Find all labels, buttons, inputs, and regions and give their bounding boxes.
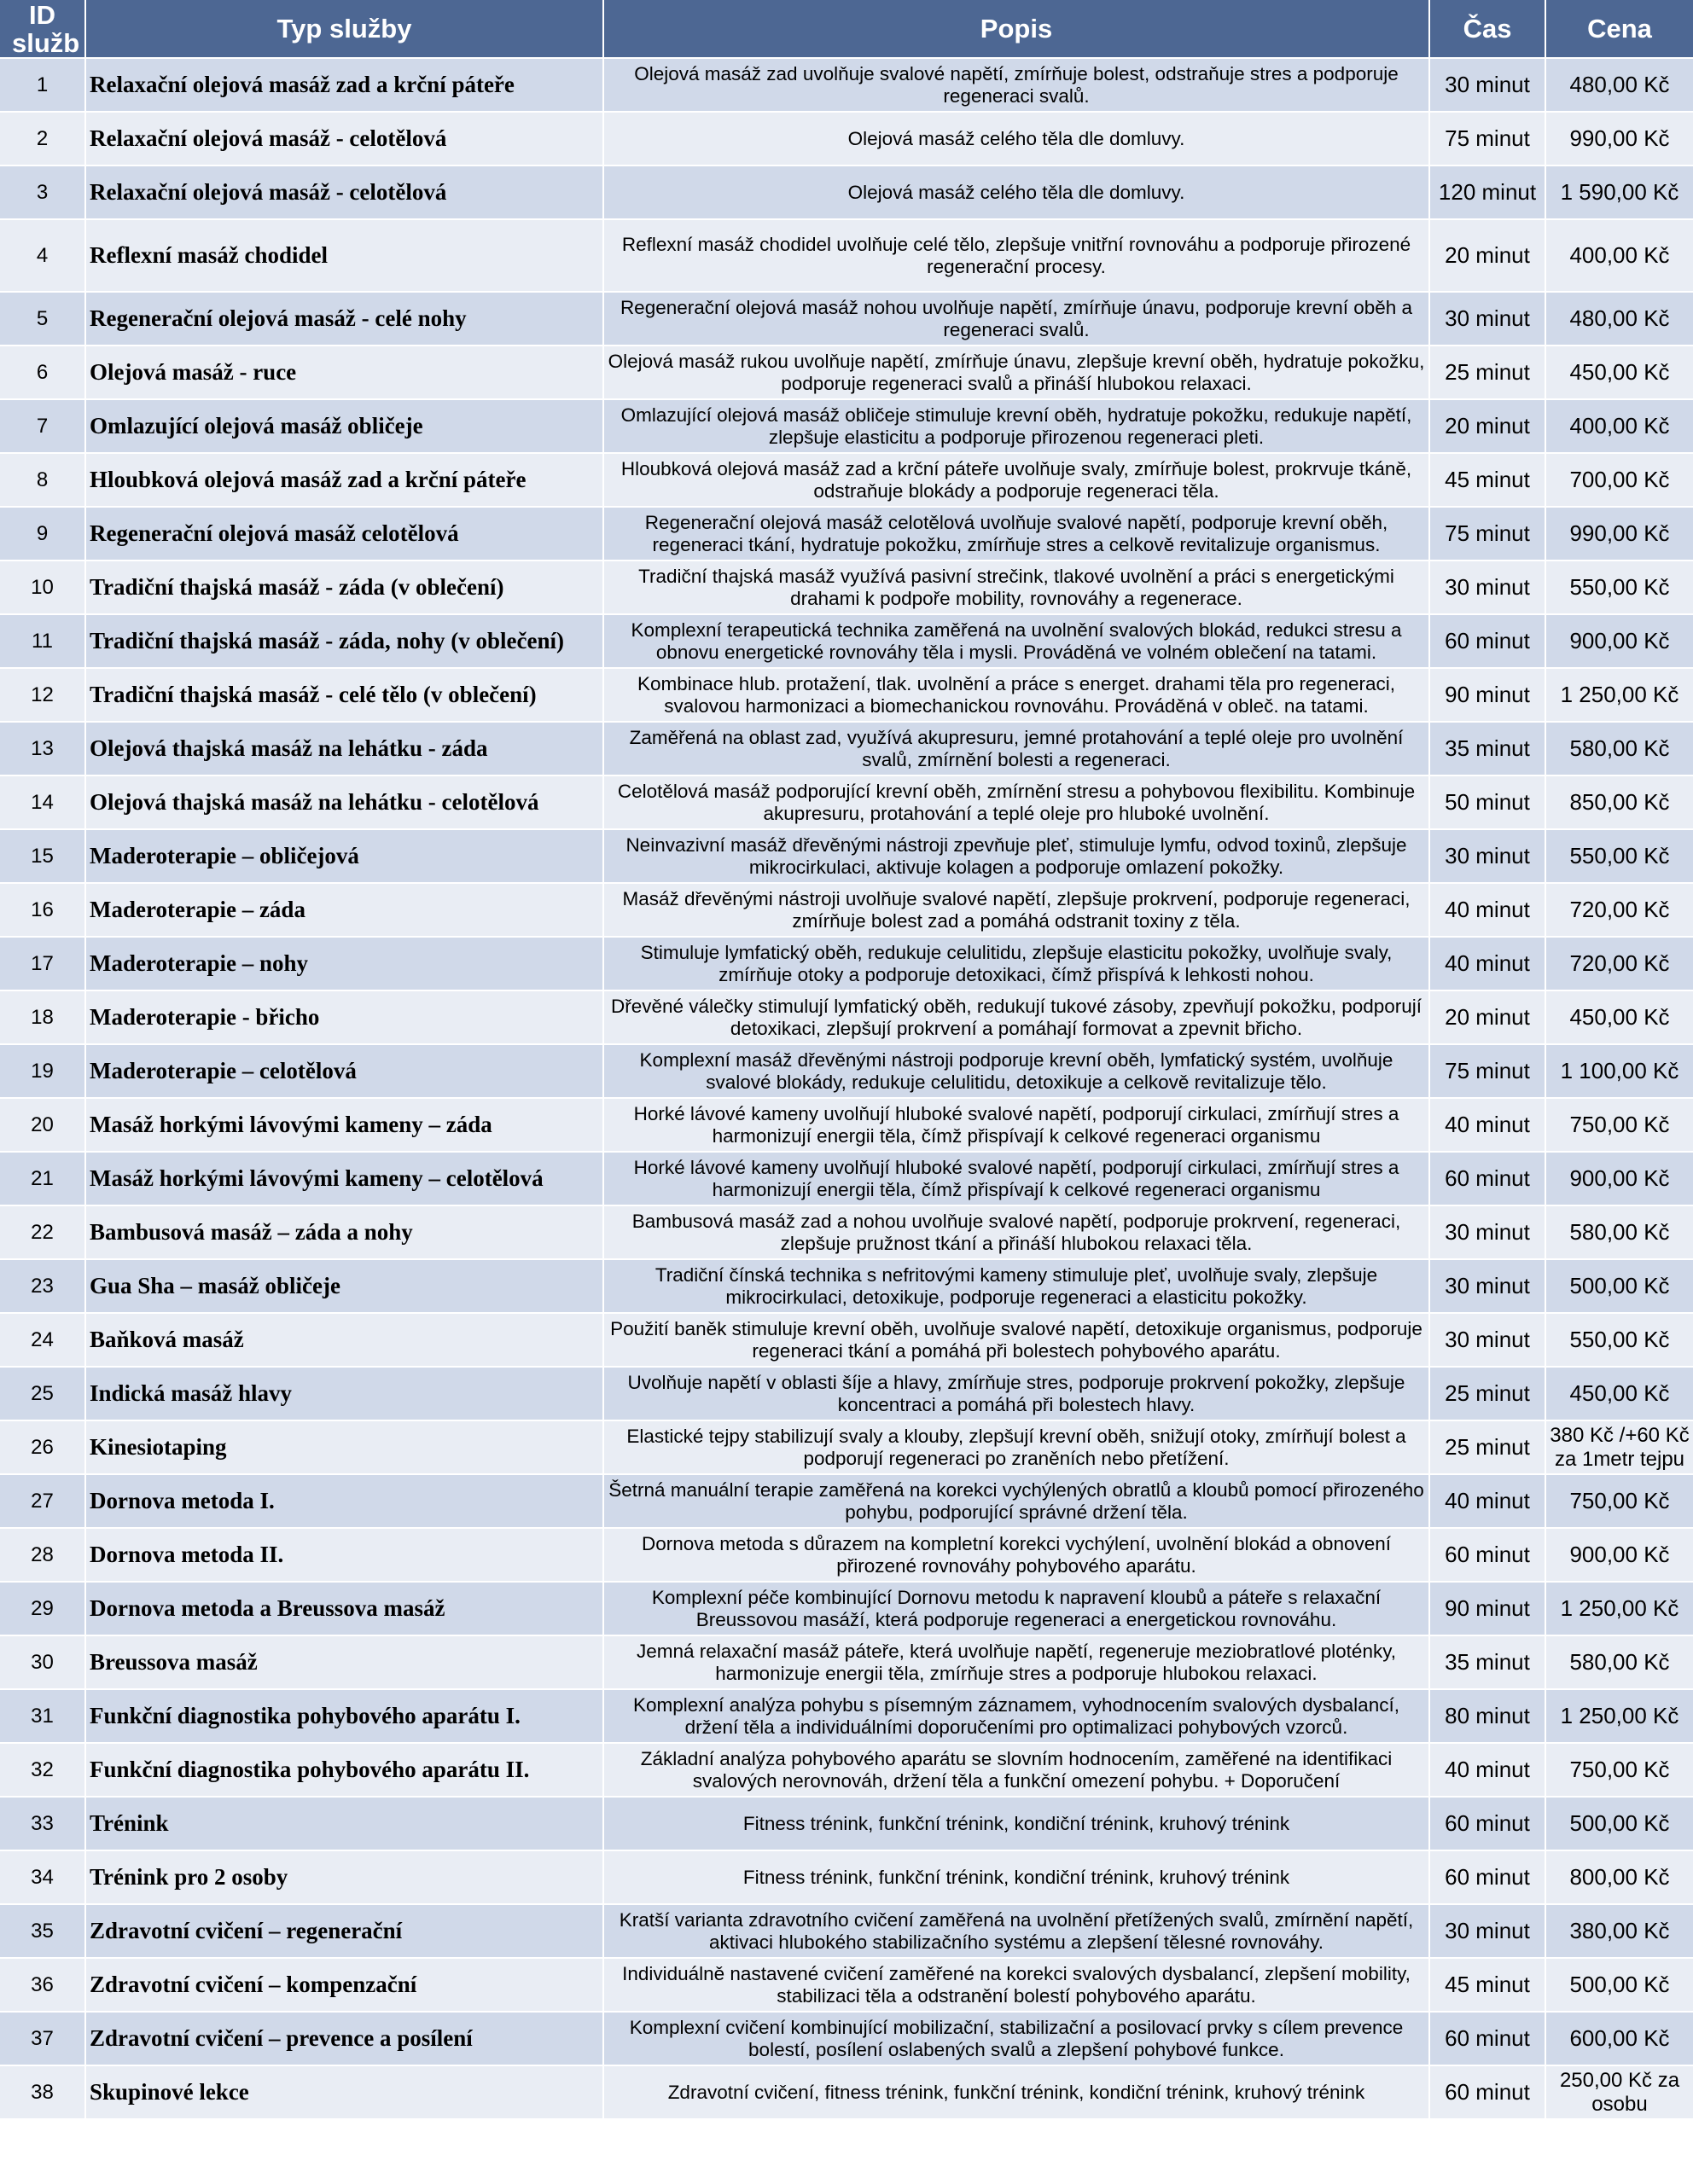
service-id: 9	[0, 507, 85, 561]
service-price: 580,00 Kč	[1545, 1635, 1693, 1689]
table-row	[0, 1689, 1693, 1743]
table-row	[0, 1797, 1693, 1850]
service-type: Relaxační olejová masáž zad a krční páteře	[85, 58, 603, 112]
service-duration: 30 minut	[1429, 1259, 1545, 1313]
service-description: Tradiční thajská masáž využívá pasivní strečink, tlakové uvolnění a práci s energetickými drahami k podpoře mobility, rovnováhy a regenerace.	[603, 561, 1429, 614]
service-type: Hloubková olejová masáž zad a krční páteře	[85, 453, 603, 507]
service-price: 450,00 Kč	[1545, 346, 1693, 399]
table-row	[0, 292, 1693, 346]
service-id: 37	[0, 2012, 85, 2065]
service-description: Omlazující olejová masáž obličeje stimuluje krevní oběh, hydratuje pokožku, redukuje napětí, zlepšuje elasticitu a podporuje přirozenou regeneraci pleti.	[603, 399, 1429, 453]
table-body	[0, 58, 1693, 2119]
table-row	[0, 399, 1693, 453]
table-header	[0, 0, 1693, 58]
service-description: Elastické tejpy stabilizují svaly a klouby, zlepšují krevní oběh, snižují otoky, zmírňují bolest a podporují regeneraci po zraněních nebo přetížení.	[603, 1420, 1429, 1474]
service-id: 30	[0, 1635, 85, 1689]
service-type: Tradiční thajská masáž - záda (v oblečení)	[85, 561, 603, 614]
service-description: Celotělová masáž podporující krevní oběh, zmírnění stresu a pohybovou flexibilitu. Kombinuje akupresuru, protahování a teplé oleje pro hluboké uvolnění.	[603, 775, 1429, 829]
table-row	[0, 1313, 1693, 1367]
table-row	[0, 1904, 1693, 1958]
service-price: 400,00 Kč	[1545, 219, 1693, 292]
table-row	[0, 1743, 1693, 1797]
table-row	[0, 1958, 1693, 2012]
service-price: 500,00 Kč	[1545, 1797, 1693, 1850]
service-type: Baňková masáž	[85, 1313, 603, 1367]
service-duration: 40 minut	[1429, 937, 1545, 990]
service-type: Funkční diagnostika pohybového aparátu I.	[85, 1689, 603, 1743]
service-duration: 60 minut	[1429, 2012, 1545, 2065]
service-id: 26	[0, 1420, 85, 1474]
service-id: 19	[0, 1044, 85, 1098]
service-type: Zdravotní cvičení – kompenzační	[85, 1958, 603, 2012]
table-row	[0, 1850, 1693, 1904]
service-type: Zdravotní cvičení – regenerační	[85, 1904, 603, 1958]
service-id: 5	[0, 292, 85, 346]
service-id: 21	[0, 1152, 85, 1205]
table-row	[0, 614, 1693, 668]
service-description: Komplexní terapeutická technika zaměřená na uvolnění svalových blokád, redukci stresu a obnovu energetické rovnováhy těla i mysli. Prováděná ve volném oblečení na tatami.	[603, 614, 1429, 668]
service-type: Gua Sha – masáž obličeje	[85, 1259, 603, 1313]
header-row	[0, 0, 1693, 58]
service-price: 900,00 Kč	[1545, 1528, 1693, 1582]
service-duration: 25 minut	[1429, 1367, 1545, 1420]
service-id: 32	[0, 1743, 85, 1797]
service-duration: 60 minut	[1429, 1152, 1545, 1205]
service-type: Skupinové lekce	[85, 2065, 603, 2119]
service-description: Šetrná manuální terapie zaměřená na korekci vychýlených obratlů a kloubů pomocí přirozeného pohybu, podporující správné držení těla.	[603, 1474, 1429, 1528]
service-description: Použití baněk stimuluje krevní oběh, uvolňuje svalové napětí, detoxikuje organismus, podporuje regeneraci tkání a pomáhá při bolestech pohybového aparátu.	[603, 1313, 1429, 1367]
service-type: Regenerační olejová masáž - celé nohy	[85, 292, 603, 346]
service-description: Zaměřená na oblast zad, využívá akupresuru, jemné protahování a teplé oleje pro uvolnění svalů, zmírnění bolesti a regeneraci.	[603, 722, 1429, 775]
service-id: 35	[0, 1904, 85, 1958]
service-description: Olejová masáž zad uvolňuje svalové napětí, zmírňuje bolest, odstraňuje stres a podporuje regeneraci svalů.	[603, 58, 1429, 112]
table-row	[0, 990, 1693, 1044]
service-id: 36	[0, 1958, 85, 2012]
table-row	[0, 668, 1693, 722]
service-duration: 75 minut	[1429, 507, 1545, 561]
service-price: 900,00 Kč	[1545, 614, 1693, 668]
table-row	[0, 1582, 1693, 1635]
service-description: Kratší varianta zdravotního cvičení zaměřená na uvolnění přetížených svalů, zmírnění napětí, aktivaci hlubokého stabilizačního systému a zlepšení tělesné rovnováhy.	[603, 1904, 1429, 1958]
service-type: Dornova metoda II.	[85, 1528, 603, 1582]
service-id: 24	[0, 1313, 85, 1367]
service-description: Individuálně nastavené cvičení zaměřené na korekci svalových dysbalancí, zlepšení mobility, stabilizaci těla a odstranění bolestí pohybového aparátu.	[603, 1958, 1429, 2012]
service-price: 250,00 Kč za osobu	[1545, 2065, 1693, 2119]
table-row	[0, 1367, 1693, 1420]
service-id: 12	[0, 668, 85, 722]
table-row	[0, 1205, 1693, 1259]
service-duration: 30 minut	[1429, 1313, 1545, 1367]
service-type: Reflexní masáž chodidel	[85, 219, 603, 292]
service-price: 380,00 Kč	[1545, 1904, 1693, 1958]
service-duration: 30 minut	[1429, 292, 1545, 346]
service-price: 900,00 Kč	[1545, 1152, 1693, 1205]
table-row	[0, 1635, 1693, 1689]
header-price: Cena	[1545, 0, 1693, 58]
service-id: 34	[0, 1850, 85, 1904]
service-id: 33	[0, 1797, 85, 1850]
service-description: Fitness trénink, funkční trénink, kondiční trénink, kruhový trénink	[603, 1850, 1429, 1904]
table-row	[0, 775, 1693, 829]
service-price: 450,00 Kč	[1545, 1367, 1693, 1420]
service-description: Dornova metoda s důrazem na kompletní korekci vychýlení, uvolnění blokád a obnovení přirozené rovnováhy pohybového aparátu.	[603, 1528, 1429, 1582]
service-type: Maderoterapie – obličejová	[85, 829, 603, 883]
service-id: 15	[0, 829, 85, 883]
service-duration: 25 minut	[1429, 346, 1545, 399]
service-type: Olejová thajská masáž na lehátku - celotělová	[85, 775, 603, 829]
table-row	[0, 1044, 1693, 1098]
service-type: Relaxační olejová masáž - celotělová	[85, 166, 603, 219]
service-type: Tradiční thajská masáž - celé tělo (v oblečení)	[85, 668, 603, 722]
service-price: 990,00 Kč	[1545, 507, 1693, 561]
service-price: 550,00 Kč	[1545, 1313, 1693, 1367]
table-row	[0, 166, 1693, 219]
service-type: Olejová masáž - ruce	[85, 346, 603, 399]
service-duration: 20 minut	[1429, 990, 1545, 1044]
service-price: 580,00 Kč	[1545, 722, 1693, 775]
service-id: 20	[0, 1098, 85, 1152]
table-row	[0, 829, 1693, 883]
service-duration: 30 minut	[1429, 829, 1545, 883]
service-price: 500,00 Kč	[1545, 1259, 1693, 1313]
service-id: 23	[0, 1259, 85, 1313]
service-description: Horké lávové kameny uvolňují hluboké svalové napětí, podporují cirkulaci, zmírňují stres a harmonizují energii těla, čímž přispívají k celkové regeneraci organismu	[603, 1152, 1429, 1205]
service-duration: 60 minut	[1429, 1850, 1545, 1904]
service-type: Funkční diagnostika pohybového aparátu II.	[85, 1743, 603, 1797]
service-duration: 75 minut	[1429, 1044, 1545, 1098]
service-price: 750,00 Kč	[1545, 1743, 1693, 1797]
service-type: Dornova metoda a Breussova masáž	[85, 1582, 603, 1635]
service-duration: 120 minut	[1429, 166, 1545, 219]
service-description: Horké lávové kameny uvolňují hluboké svalové napětí, podporují cirkulaci, zmírňují stres a harmonizují energii těla, čímž přispívají k celkové regeneraci organismu	[603, 1098, 1429, 1152]
service-id: 27	[0, 1474, 85, 1528]
header-description: Popis	[603, 0, 1429, 58]
service-duration: 40 minut	[1429, 1743, 1545, 1797]
service-price: 380 Kč /+60 Kč za 1metr tejpu	[1545, 1420, 1693, 1474]
service-description: Masáž dřevěnými nástroji uvolňuje svalové napětí, zlepšuje prokrvení, podporuje regeneraci, zmírňuje bolest zad a pomáhá odstranit toxiny z těla.	[603, 883, 1429, 937]
service-description: Olejová masáž rukou uvolňuje napětí, zmírňuje únavu, zlepšuje krevní oběh, hydratuje pokožku, podporuje regeneraci svalů a přináší hlubokou relaxaci.	[603, 346, 1429, 399]
table-row	[0, 219, 1693, 292]
service-description: Neinvazivní masáž dřevěnými nástroji zpevňuje pleť, stimuluje lymfu, odvod toxinů, zlepšuje mikrocirkulaci, aktivuje kolagen a podporuje omlazení pokožky.	[603, 829, 1429, 883]
service-type: Kinesiotaping	[85, 1420, 603, 1474]
service-id: 2	[0, 112, 85, 166]
table-row	[0, 58, 1693, 112]
table-row	[0, 1474, 1693, 1528]
header-time: Čas	[1429, 0, 1545, 58]
service-type: Tradiční thajská masáž - záda, nohy (v oblečení)	[85, 614, 603, 668]
service-duration: 50 minut	[1429, 775, 1545, 829]
table-row	[0, 346, 1693, 399]
service-price: 750,00 Kč	[1545, 1474, 1693, 1528]
table-row	[0, 1528, 1693, 1582]
service-duration: 20 minut	[1429, 219, 1545, 292]
service-duration: 35 minut	[1429, 1635, 1545, 1689]
service-duration: 60 minut	[1429, 614, 1545, 668]
table-row	[0, 453, 1693, 507]
service-price: 1 590,00 Kč	[1545, 166, 1693, 219]
service-description: Komplexní masáž dřevěnými nástroji podporuje krevní oběh, lymfatický systém, uvolňuje svalové blokády, redukuje celulitidu, detoxikuje a celkově revitalizuje tělo.	[603, 1044, 1429, 1098]
service-type: Breussova masáž	[85, 1635, 603, 1689]
table-row	[0, 883, 1693, 937]
service-description: Jemná relaxační masáž páteře, která uvolňuje napětí, regeneruje meziobratlové ploténky, harmonizuje energii těla, zmírňuje stres a podporuje hlubokou relaxaci.	[603, 1635, 1429, 1689]
table-row	[0, 561, 1693, 614]
service-id: 10	[0, 561, 85, 614]
service-description: Komplexní analýza pohybu s písemným záznamem, vyhodnocením svalových dysbalancí, držení těla a individuálními doporučeními pro optimalizaci pohybových vzorců.	[603, 1689, 1429, 1743]
service-duration: 75 minut	[1429, 112, 1545, 166]
service-description: Uvolňuje napětí v oblasti šíje a hlavy, zmírňuje stres, podporuje prokrvení pokožky, zlepšuje koncentraci a pomáhá při bolestech hlavy.	[603, 1367, 1429, 1420]
service-id: 16	[0, 883, 85, 937]
service-description: Komplexní péče kombinující Dornovu metodu k napravení kloubů a páteře s relaxační Breussovou masáží, která podporuje regeneraci a energetickou rovnováhu.	[603, 1582, 1429, 1635]
service-type: Dornova metoda I.	[85, 1474, 603, 1528]
service-description: Regenerační olejová masáž celotělová uvolňuje svalové napětí, podporuje krevní oběh, regeneraci tkání, hydratuje pokožku, zmírňuje stres a celkově revitalizuje organismus.	[603, 507, 1429, 561]
service-id: 1	[0, 58, 85, 112]
service-description: Kombinace hlub. protažení, tlak. uvolnění a práce s energet. drahami těla pro regeneraci, svalovou harmonizaci a biomechanickou rovnováhu. Prováděná v obleč. na tatami.	[603, 668, 1429, 722]
service-duration: 90 minut	[1429, 1582, 1545, 1635]
service-description: Zdravotní cvičení, fitness trénink, funkční trénink, kondiční trénink, kruhový trénink	[603, 2065, 1429, 2119]
service-price: 1 100,00 Kč	[1545, 1044, 1693, 1098]
service-duration: 20 minut	[1429, 399, 1545, 453]
service-id: 17	[0, 937, 85, 990]
service-type: Bambusová masáž – záda a nohy	[85, 1205, 603, 1259]
service-id: 18	[0, 990, 85, 1044]
service-id: 13	[0, 722, 85, 775]
service-price: 850,00 Kč	[1545, 775, 1693, 829]
service-id: 6	[0, 346, 85, 399]
service-type: Maderoterapie – nohy	[85, 937, 603, 990]
service-duration: 40 minut	[1429, 1474, 1545, 1528]
table-row	[0, 2012, 1693, 2065]
service-type: Trénink	[85, 1797, 603, 1850]
service-type: Regenerační olejová masáž celotělová	[85, 507, 603, 561]
service-id: 3	[0, 166, 85, 219]
service-duration: 25 minut	[1429, 1420, 1545, 1474]
table-row	[0, 937, 1693, 990]
service-price: 750,00 Kč	[1545, 1098, 1693, 1152]
table-row	[0, 1420, 1693, 1474]
service-id: 22	[0, 1205, 85, 1259]
service-id: 31	[0, 1689, 85, 1743]
service-duration: 30 minut	[1429, 1205, 1545, 1259]
service-type: Trénink pro 2 osoby	[85, 1850, 603, 1904]
service-price: 800,00 Kč	[1545, 1850, 1693, 1904]
service-type: Maderoterapie – záda	[85, 883, 603, 937]
header-id: ID služb	[0, 0, 85, 58]
service-type: Maderoterapie – celotělová	[85, 1044, 603, 1098]
service-description: Bambusová masáž zad a nohou uvolňuje svalové napětí, podporuje prokrvení, regeneraci, zlepšuje pružnost tkání a přináší hlubokou relaxaci těla.	[603, 1205, 1429, 1259]
service-price: 990,00 Kč	[1545, 112, 1693, 166]
table-row	[0, 507, 1693, 561]
service-duration: 45 minut	[1429, 1958, 1545, 2012]
service-description: Reflexní masáž chodidel uvolňuje celé tělo, zlepšuje vnitřní rovnováhu a podporuje přirozené regenerační procesy.	[603, 219, 1429, 292]
service-price: 1 250,00 Kč	[1545, 668, 1693, 722]
service-price: 500,00 Kč	[1545, 1958, 1693, 2012]
service-id: 25	[0, 1367, 85, 1420]
table-row	[0, 1259, 1693, 1313]
service-duration: 60 minut	[1429, 1797, 1545, 1850]
service-description: Fitness trénink, funkční trénink, kondiční trénink, kruhový trénink	[603, 1797, 1429, 1850]
table-row	[0, 722, 1693, 775]
service-id: 29	[0, 1582, 85, 1635]
service-id: 14	[0, 775, 85, 829]
table-row	[0, 2065, 1693, 2119]
service-description: Komplexní cvičení kombinující mobilizační, stabilizační a posilovací prvky s cílem prevence bolestí, posílení oslabených svalů a zlepšení pohybové funkce.	[603, 2012, 1429, 2065]
service-duration: 90 minut	[1429, 668, 1545, 722]
service-id: 4	[0, 219, 85, 292]
service-id: 38	[0, 2065, 85, 2119]
service-description: Regenerační olejová masáž nohou uvolňuje napětí, zmírňuje únavu, podporuje krevní oběh a regeneraci svalů.	[603, 292, 1429, 346]
service-duration: 35 minut	[1429, 722, 1545, 775]
service-description: Hloubková olejová masáž zad a krční páteře uvolňuje svaly, zmírňuje bolest, prokrvuje tkáně, odstraňuje blokády a podporuje regeneraci těla.	[603, 453, 1429, 507]
table-row	[0, 1152, 1693, 1205]
service-description: Olejová masáž celého těla dle domluvy.	[603, 166, 1429, 219]
service-price: 700,00 Kč	[1545, 453, 1693, 507]
service-price: 480,00 Kč	[1545, 292, 1693, 346]
service-duration: 30 minut	[1429, 561, 1545, 614]
service-description: Základní analýza pohybového aparátu se slovním hodnocením, zaměřené na identifikaci svalových nerovnováh, držení těla a funkční omezení pohybu. + Doporučení	[603, 1743, 1429, 1797]
service-price: 400,00 Kč	[1545, 399, 1693, 453]
service-price: 1 250,00 Kč	[1545, 1582, 1693, 1635]
service-duration: 40 minut	[1429, 883, 1545, 937]
service-type: Masáž horkými lávovými kameny – celotělová	[85, 1152, 603, 1205]
header-type: Typ služby	[85, 0, 603, 58]
service-duration: 80 minut	[1429, 1689, 1545, 1743]
service-price: 580,00 Kč	[1545, 1205, 1693, 1259]
service-id: 11	[0, 614, 85, 668]
service-type: Relaxační olejová masáž - celotělová	[85, 112, 603, 166]
service-description: Stimuluje lymfatický oběh, redukuje celulitidu, zlepšuje elasticitu pokožky, uvolňuje svaly, zmírňuje otoky a podporuje detoxikaci, čímž přispívá k lehkosti nohou.	[603, 937, 1429, 990]
service-description: Olejová masáž celého těla dle domluvy.	[603, 112, 1429, 166]
service-id: 7	[0, 399, 85, 453]
table-row	[0, 1098, 1693, 1152]
service-type: Maderoterapie - břicho	[85, 990, 603, 1044]
service-description: Dřevěné válečky stimulují lymfatický oběh, redukují tukové zásoby, zpevňují pokožku, podporují detoxikaci, zlepšují prokrvení a pomáhají formovat a zpevnit břicho.	[603, 990, 1429, 1044]
service-duration: 30 minut	[1429, 58, 1545, 112]
service-price: 450,00 Kč	[1545, 990, 1693, 1044]
service-type: Olejová thajská masáž na lehátku - záda	[85, 722, 603, 775]
service-price: 550,00 Kč	[1545, 829, 1693, 883]
service-id: 28	[0, 1528, 85, 1582]
service-price: 550,00 Kč	[1545, 561, 1693, 614]
service-description: Tradiční čínská technika s nefritovými kameny stimuluje pleť, uvolňuje svaly, zlepšuje mikrocirkulaci, detoxikuje, podporuje regeneraci a elasticitu pokožky.	[603, 1259, 1429, 1313]
service-type: Zdravotní cvičení – prevence a posílení	[85, 2012, 603, 2065]
service-duration: 45 minut	[1429, 453, 1545, 507]
service-price: 1 250,00 Kč	[1545, 1689, 1693, 1743]
service-type: Indická masáž hlavy	[85, 1367, 603, 1420]
table-row	[0, 112, 1693, 166]
service-duration: 60 minut	[1429, 1528, 1545, 1582]
service-type: Masáž horkými lávovými kameny – záda	[85, 1098, 603, 1152]
service-price: 720,00 Kč	[1545, 937, 1693, 990]
service-price: 600,00 Kč	[1545, 2012, 1693, 2065]
service-price: 480,00 Kč	[1545, 58, 1693, 112]
service-id: 8	[0, 453, 85, 507]
service-duration: 30 minut	[1429, 1904, 1545, 1958]
service-price: 720,00 Kč	[1545, 883, 1693, 937]
service-type: Omlazující olejová masáž obličeje	[85, 399, 603, 453]
service-duration: 40 minut	[1429, 1098, 1545, 1152]
service-duration: 60 minut	[1429, 2065, 1545, 2119]
